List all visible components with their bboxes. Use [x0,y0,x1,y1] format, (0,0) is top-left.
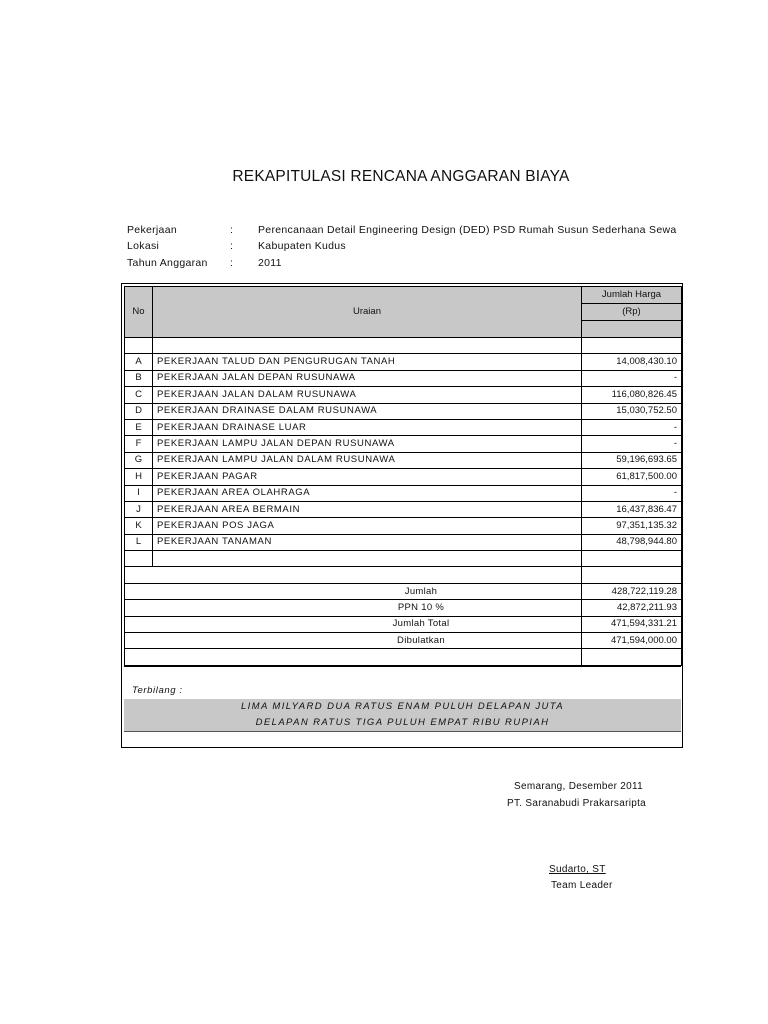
meta-colon: : [230,240,234,252]
item-uraian: PEKERJAAN LAMPU JALAN DALAM RUSUNAWA [153,452,582,468]
table-row [125,354,682,370]
item-harga: 14,008,430.10 [582,354,682,370]
table-row [125,518,682,534]
item-harga: 48,798,944.80 [582,534,682,550]
table-spacer-row [125,649,682,665]
meta-value: Perencanaan Detail Engineering Design (DED) PSD Rumah Susun Sederhana Sewa [258,224,677,236]
meta-label: Pekerjaan [127,224,177,236]
summary-row [125,616,682,632]
table-row [125,403,682,419]
summary-value: 42,872,211.93 [582,600,682,616]
signature-company: PT. Saranabudi Prakarsaripta [507,798,647,809]
summary-label: Jumlah [125,583,582,599]
divider [124,731,681,732]
table-row [125,452,682,468]
header-no: No [125,287,153,338]
item-harga: 59,196,693.65 [582,452,682,468]
table-row [125,469,682,485]
item-uraian: PEKERJAAN PAGAR [153,469,582,485]
item-no: K [125,518,153,534]
table-row [125,436,682,452]
meta-colon: : [230,257,234,269]
header-jumlah-harga: Jumlah Harga [582,287,682,304]
item-harga: 15,030,752.50 [582,403,682,419]
item-harga: 97,351,135.32 [582,518,682,534]
summary-value: 428,722,119.28 [582,583,682,599]
terbilang-band [124,699,681,731]
item-no: G [125,452,153,468]
item-uraian: PEKERJAAN POS JAGA [153,518,582,534]
header-spacer [582,321,682,338]
terbilang-line-1: LIMA MILYARD DUA RATUS ENAM PULUH DELAPAN JUTA [240,701,565,712]
table-spacer-row [125,551,682,567]
table-row [125,419,682,435]
item-harga: - [582,485,682,501]
meta-colon: : [230,224,234,236]
meta-label: Tahun Anggaran [127,257,208,269]
summary-row [125,583,682,599]
budget-table [124,286,682,666]
summary-label: PPN 10 % [125,600,582,616]
item-uraian: PEKERJAAN AREA OLAHRAGA [153,485,582,501]
signature-place-date: Semarang, Desember 2011 [514,781,644,792]
table-spacer-row [125,567,682,583]
item-harga: 16,437,836.47 [582,501,682,517]
terbilang-line-2: DELAPAN RATUS TIGA PULUH EMPAT RIBU RUPIAH [255,717,550,728]
header-uraian: Uraian [153,287,582,338]
item-uraian: PEKERJAAN DRAINASE LUAR [153,419,582,435]
item-uraian: PEKERJAAN JALAN DEPAN RUSUNAWA [153,370,582,386]
item-uraian: PEKERJAAN LAMPU JALAN DEPAN RUSUNAWA [153,436,582,452]
table-row [125,370,682,386]
item-no: I [125,485,153,501]
meta-label: Lokasi [127,240,160,252]
item-no: A [125,354,153,370]
item-harga: 116,080,826.45 [582,387,682,403]
meta-value: 2011 [258,257,282,269]
summary-value: 471,594,000.00 [582,633,682,649]
item-harga: - [582,419,682,435]
table-header-row [125,287,682,304]
item-no: B [125,370,153,386]
document-title: REKAPITULASI RENCANA ANGGARAN BIAYA [232,168,570,185]
item-no: J [125,501,153,517]
item-harga: - [582,436,682,452]
item-no: C [125,387,153,403]
meta-value: Kabupaten Kudus [258,240,346,252]
table-row [125,534,682,550]
summary-label: Jumlah Total [125,616,582,632]
summary-row [125,600,682,616]
table-row [125,387,682,403]
item-no: D [125,403,153,419]
summary-value: 471,594,331.21 [582,616,682,632]
item-harga: 61,817,500.00 [582,469,682,485]
table-row [125,501,682,517]
item-harga: - [582,370,682,386]
summary-label: Dibulatkan [125,633,582,649]
item-no: H [125,469,153,485]
terbilang-section [124,666,681,745]
item-uraian: PEKERJAAN JALAN DALAM RUSUNAWA [153,387,582,403]
summary-row [125,633,682,649]
item-no: L [125,534,153,550]
table-row [125,485,682,501]
item-uraian: PEKERJAAN AREA BERMAIN [153,501,582,517]
item-uraian: PEKERJAAN TANAMAN [153,534,582,550]
item-uraian: PEKERJAAN TALUD DAN PENGURUGAN TANAH [153,354,582,370]
header-rp: (Rp) [582,304,682,321]
item-uraian: PEKERJAAN DRAINASE DALAM RUSUNAWA [153,403,582,419]
signature-role: Team Leader [551,880,613,891]
item-no: E [125,419,153,435]
table-spacer-row [125,338,682,354]
terbilang-label: Terbilang : [132,685,183,696]
signature-name: Sudarto, ST [549,864,606,875]
item-no: F [125,436,153,452]
